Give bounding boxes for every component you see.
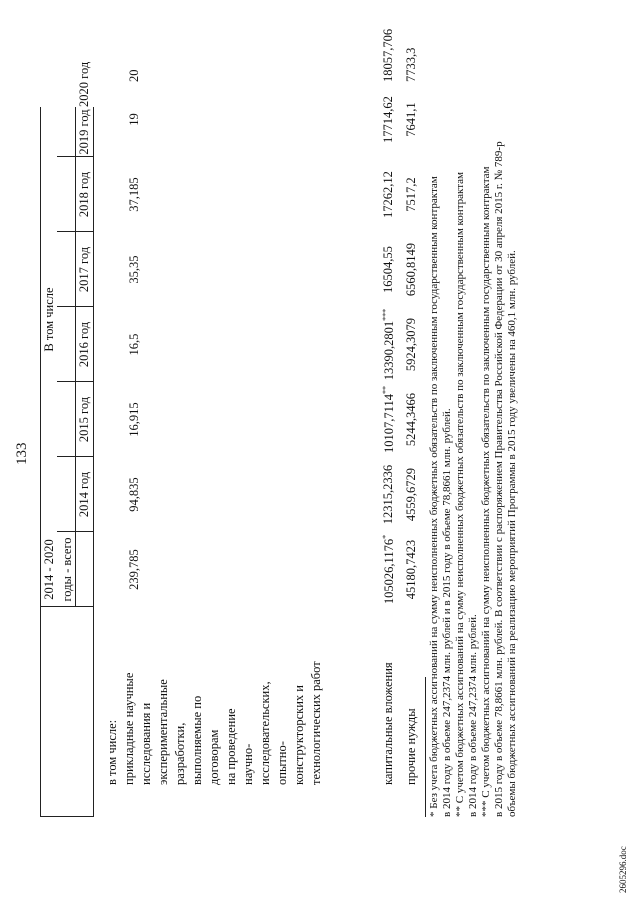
footnote-3-line-3: объемы бюджетных ассигнований на реализацию мероприятий Программы в 2015 году увеличены на 460,1 млн. рублей. <box>506 250 518 817</box>
other-2018: 7517,2 <box>404 177 418 212</box>
header-year-2019: 2019 год <box>77 109 91 155</box>
capital-2018: 17262,12 <box>381 171 395 218</box>
applied-total: 239,785 <box>127 549 141 590</box>
row-label-applied-4: разработки, <box>173 722 187 785</box>
footnote-2-line-1: ** С учетом бюджетных ассигнований на сумму неисполненных бюджетных обязательств по заключенным государственным контрактам <box>454 171 466 817</box>
other-2019: 7641,1 <box>404 102 418 137</box>
row-label-applied-9: исследовательских, <box>258 681 272 785</box>
row-label-applied-8: научно- <box>241 743 255 785</box>
capital-2019: 17714,62 <box>381 96 395 143</box>
row-label-intro: в том числе: <box>105 719 119 785</box>
row-label-applied-7: на проведение <box>224 708 238 785</box>
applied-2018: 37,185 <box>127 177 141 212</box>
row-label-applied-12: технологических работ <box>309 661 323 785</box>
other-2015: 5244,3466 <box>404 392 418 447</box>
capital-2014: 12315,2336 <box>381 464 395 525</box>
applied-2017: 35,35 <box>127 255 141 284</box>
capital-2015: 10107,7114** <box>381 386 397 453</box>
row-label-applied-5: выполняемые по <box>190 695 204 785</box>
row-label-capital: капитальные вложения <box>381 662 395 785</box>
page-number: 133 <box>14 442 30 465</box>
row-label-applied-10: опытно- <box>275 741 289 785</box>
header-total: годы - всего <box>60 537 74 602</box>
capital-total: 105026,1176* <box>381 534 397 605</box>
header-year-2014: 2014 год <box>77 471 91 518</box>
row-label-other: прочие нужды <box>404 708 418 785</box>
table-left-rule <box>41 816 93 817</box>
row-label-applied-3: экспериментальные <box>156 679 170 785</box>
other-2014: 4559,6729 <box>404 467 418 522</box>
footnote-3-line-2: в 2015 году в объеме 78,8661 млн. рублей. В соответствии с распоряжением Правительства Российской Федерации от 30 апреля 2015 г. № 789-р <box>493 141 505 817</box>
row-label-applied-1: прикладные научные <box>122 672 136 785</box>
footnote-2-line-2: в 2014 году в объеме 247,2374 млн. рублей. <box>467 614 479 817</box>
applied-2015: 16,915 <box>127 402 141 437</box>
other-total: 45180,7423 <box>404 539 418 600</box>
applied-2019: 19 <box>127 113 141 126</box>
subheader-rule <box>75 107 76 607</box>
rotated-page: 133 2014 - 2020 годы - всего В том числе 2014 год 2015 год 2016 год 2017 год 2018 год 2019 год 2020 год в том числе: прикладные научные исследования и экспериментальные разработки, выполняемые по договорам на проведение научно- исследовательских, опытно- конструкторских и технологических работ капитальные вложения прочие нужды 239,785 94,835 16,915 16,5 35,35 37,185 19 20 105026,1176* 12315,2336 10107,7114** 13390,2801*** 16504,55 17262,12 17714,62 18057,706 45180,7423 4559,6729 5244,3466 5924,3079 6560,8149 7517,2 7641,1 7733,3 * Без учета бюджетных ассигнований на сумму неисполненных бюджетных обязательств по заключенным государственным контрактам в 2014 году в объеме 247,2374 млн. рублей и в 2015 году в объеме 78,8661 млн. рублей. ** С учетом бюджетных ассигнований на сумму неисполненных бюджетных обязательств по заключенным государственным контрактам в 2014 году в объеме 247,2374 млн. рублей. *** С учетом бюджетных ассигнований на сумму неисполненных бюджетных обязательств по заключенным государственным контрактам в 2015 году в объеме 78,8661 млн. рублей. В соответствии с распоряжением Правительства Российской Федерации от 30 апреля 2015 г. № 789-р объемы бюджетных ассигнований на реализацию мероприятий Программы в 2015 году увеличены на 460,1 млн. рублей. 2605296.doc <box>14 28 628 893</box>
document-code: 2605296.doc <box>618 846 628 893</box>
header-year-2016: 2016 год <box>77 321 91 368</box>
footnote-separator <box>425 677 426 817</box>
row-label-applied-6: договорам <box>207 729 221 785</box>
header-year-2017: 2017 год <box>77 246 91 293</box>
footnote-1-line-2: в 2014 году в объеме 247,2374 млн. рублей и в 2015 году в объеме 78,8661 млн. рублей. <box>441 408 453 817</box>
table-top-rule <box>40 107 41 817</box>
header-year-2015: 2015 год <box>77 396 91 443</box>
header-bottom-rule <box>93 107 94 817</box>
header-period: 2014 - 2020 <box>42 539 56 600</box>
other-2016: 5924,3079 <box>404 317 418 372</box>
capital-2016: 13390,2801*** <box>381 308 397 381</box>
footnote-3-line-1: *** С учетом бюджетных ассигнований на сумму неисполненных бюджетных обязательств по заключенным государственным контрактам <box>480 166 492 817</box>
other-2017: 6560,8149 <box>404 242 418 297</box>
row-label-applied-2: исследования и <box>139 702 153 785</box>
capital-2017: 16504,55 <box>381 246 395 293</box>
header-year-2018: 2018 год <box>77 171 91 218</box>
footnote-1-line-1: * Без учета бюджетных ассигнований на сумму неисполненных бюджетных обязательств по заключенным государственным контрактам <box>428 176 440 817</box>
row-label-applied-11: конструкторских и <box>292 685 306 785</box>
header-including: В том числе <box>42 287 56 352</box>
applied-2016: 16,5 <box>127 333 141 356</box>
applied-2014: 94,835 <box>127 477 141 512</box>
